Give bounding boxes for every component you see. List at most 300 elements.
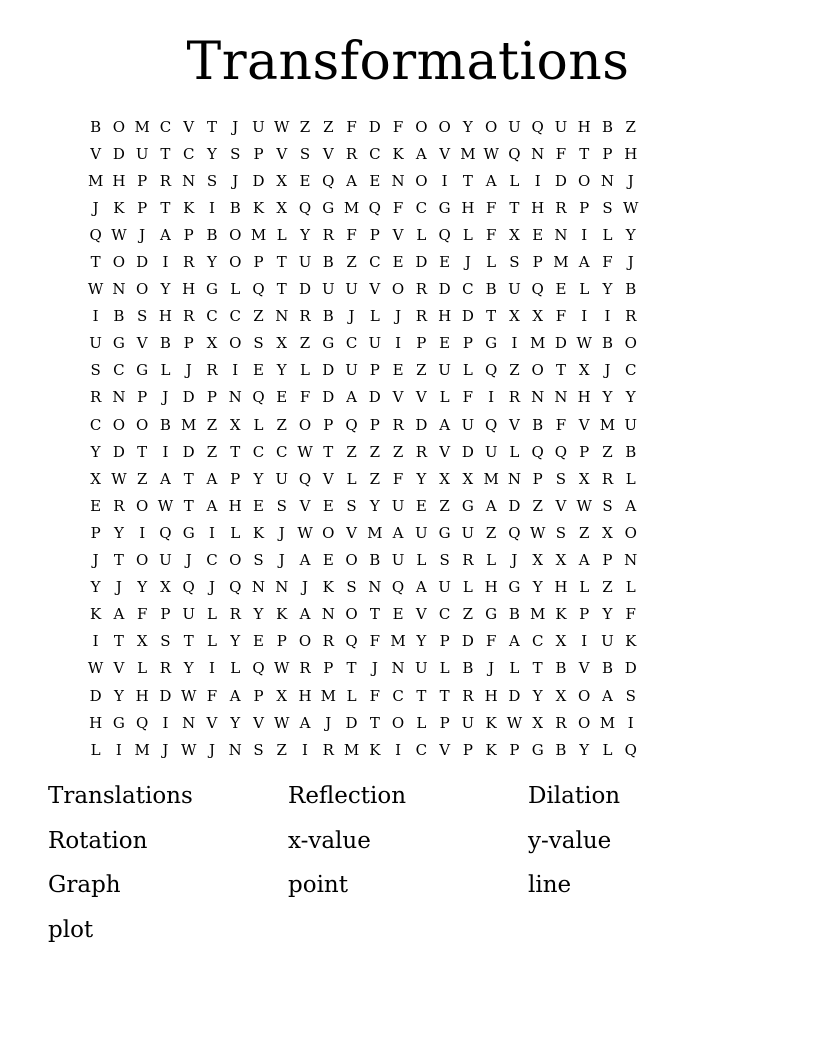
grid-letter: R	[206, 361, 218, 380]
grid-letter: F	[369, 686, 381, 705]
grid-row	[84, 601, 736, 628]
grid-letter: R	[183, 307, 195, 326]
grid-letter: Q	[368, 198, 381, 217]
grid-letter: M	[134, 740, 150, 759]
grid-letter: Y	[369, 496, 380, 515]
grid-letter: T	[160, 198, 171, 217]
grid-row	[84, 357, 736, 384]
grid-letter: U	[461, 415, 475, 434]
grid-letter: E	[299, 171, 311, 190]
grid-letter: P	[160, 605, 171, 624]
grid-letter: Y	[300, 225, 310, 244]
grid-letter: V	[392, 388, 404, 407]
grid-letter: C	[392, 686, 404, 705]
grid-letter: X	[160, 578, 171, 597]
grid-letter: Z	[578, 523, 590, 542]
grid-letter: O	[298, 415, 312, 434]
grid-letter: N	[182, 171, 196, 190]
grid-letter: A	[392, 523, 404, 542]
grid-letter: I	[208, 659, 215, 678]
grid-letter: R	[322, 225, 334, 244]
grid-letter: D	[461, 307, 474, 326]
grid-letter: O	[112, 415, 126, 434]
grid-letter: L	[346, 469, 357, 488]
grid-letter: P	[579, 442, 590, 461]
grid-letter: R	[299, 307, 311, 326]
grid-letter: U	[182, 605, 196, 624]
grid-letter: S	[90, 361, 101, 380]
grid-letter: O	[345, 551, 358, 570]
grid-letter: Q	[89, 225, 102, 244]
grid-letter: S	[253, 551, 264, 570]
grid-letter: H	[461, 198, 475, 217]
grid-letter: U	[438, 361, 451, 380]
grid-letter: L	[90, 740, 101, 759]
grid-letter: V	[183, 117, 195, 136]
grid-letter: T	[486, 307, 497, 326]
grid-letter: X	[136, 632, 148, 651]
grid-letter: P	[369, 415, 380, 434]
grid-letter: F	[555, 307, 567, 326]
grid-letter: P	[253, 253, 264, 272]
grid-letter: Y	[113, 523, 124, 542]
grid-letter: S	[346, 578, 357, 597]
grid-letter: N	[321, 605, 335, 624]
grid-letter: G	[485, 334, 498, 353]
grid-letter: Z	[276, 740, 287, 759]
grid-letter: J	[185, 551, 192, 570]
grid-letter: M	[483, 469, 499, 488]
grid-letter: Z	[509, 361, 520, 380]
grid-letter: F	[346, 225, 357, 244]
grid-letter: U	[321, 280, 335, 299]
grid-letter: O	[391, 713, 405, 732]
grid-letter: V	[322, 144, 334, 163]
grid-letter: S	[230, 144, 241, 163]
grid-letter: J	[162, 388, 169, 407]
grid-letter: V	[322, 469, 334, 488]
grid-row	[84, 384, 736, 411]
grid-letter: J	[395, 307, 402, 326]
grid-letter: O	[229, 253, 242, 272]
grid-letter: A	[346, 388, 357, 407]
grid-letter: T	[323, 442, 334, 461]
grid-letter: P	[532, 253, 543, 272]
grid-letter: H	[554, 578, 568, 597]
grid-row	[84, 248, 736, 275]
grid-letter: O	[391, 280, 405, 299]
grid-letter: D	[112, 144, 125, 163]
grid-letter: A	[415, 578, 427, 597]
grid-letter: H	[531, 198, 545, 217]
grid-letter: U	[368, 334, 382, 353]
grid-letter: N	[368, 578, 382, 597]
grid-letter: D	[415, 415, 428, 434]
grid-letter: J	[92, 198, 99, 217]
grid-letter: Q	[531, 117, 544, 136]
grid-letter: H	[135, 686, 149, 705]
grid-letter: T	[579, 144, 590, 163]
grid-letter: R	[462, 551, 474, 570]
grid-letter: I	[395, 334, 402, 353]
grid-letter: C	[206, 307, 218, 326]
grid-letter: Q	[182, 578, 195, 597]
grid-letter: P	[579, 198, 590, 217]
grid-letter: H	[484, 578, 498, 597]
grid-letter: W	[576, 496, 592, 515]
grid-letter: N	[228, 388, 242, 407]
grid-letter: P	[462, 740, 473, 759]
grid-letter: R	[555, 713, 567, 732]
grid-letter: V	[276, 144, 288, 163]
grid-letter: R	[299, 659, 311, 678]
grid-letter: X	[532, 307, 544, 326]
grid-letter: I	[162, 253, 169, 272]
grid-letter: J	[627, 253, 634, 272]
grid-letter: B	[90, 117, 102, 136]
grid-letter: Q	[391, 578, 405, 597]
grid-letter: D	[182, 388, 195, 407]
grid-letter: M	[250, 225, 267, 244]
grid-letter: O	[415, 117, 428, 136]
grid-letter: B	[229, 198, 241, 217]
grid-letter: R	[322, 632, 334, 651]
grid-letter: X	[532, 551, 544, 570]
grid-letter: U	[345, 280, 358, 299]
grid-letter: J	[185, 361, 192, 380]
grid-letter: B	[369, 551, 381, 570]
grid-letter: K	[113, 198, 125, 217]
grid-letter: J	[464, 253, 471, 272]
grid-letter: X	[578, 469, 590, 488]
grid-letter: G	[182, 523, 195, 542]
grid-letter: J	[371, 659, 378, 678]
grid-letter: P	[509, 740, 520, 759]
grid-letter: Z	[346, 442, 357, 461]
grid-letter: T	[416, 686, 427, 705]
grid-letter: J	[162, 740, 169, 759]
grid-letter: T	[509, 198, 520, 217]
grid-letter: T	[160, 144, 171, 163]
grid-letter: U	[601, 632, 614, 651]
grid-letter: Y	[532, 578, 543, 597]
grid-letter: U	[508, 280, 521, 299]
grid-letter: Z	[276, 415, 287, 434]
grid-letter: W	[576, 334, 592, 353]
grid-letter: G	[322, 334, 335, 353]
grid-letter: J	[115, 578, 122, 597]
grid-letter: K	[392, 144, 404, 163]
grid-letter: E	[392, 361, 404, 380]
grid-letter: R	[322, 740, 334, 759]
grid-letter: O	[112, 117, 126, 136]
grid-letter: C	[415, 740, 428, 759]
grid-letter: I	[208, 523, 215, 542]
grid-letter: Q	[229, 578, 242, 597]
grid-letter: L	[160, 361, 171, 380]
grid-letter: B	[601, 334, 613, 353]
grid-letter: Y	[462, 117, 473, 136]
grid-letter: C	[113, 361, 125, 380]
grid-letter: J	[232, 171, 239, 190]
grid-letter: J	[208, 740, 215, 759]
grid-row	[84, 547, 736, 574]
grid-letter: G	[205, 280, 218, 299]
grid-letter: Y	[579, 740, 590, 759]
grid-letter: Y	[90, 442, 101, 461]
grid-letter: P	[253, 144, 264, 163]
grid-letter: U	[461, 713, 475, 732]
grid-letter: A	[439, 415, 451, 434]
grid-letter: W	[297, 523, 313, 542]
grid-letter: L	[230, 523, 241, 542]
grid-letter: G	[461, 496, 474, 515]
grid-letter: F	[392, 469, 404, 488]
grid-letter: D	[252, 171, 265, 190]
grid-letter: I	[441, 171, 448, 190]
grid-letter: P	[439, 713, 450, 732]
grid-row	[84, 709, 736, 736]
grid-letter: R	[555, 198, 567, 217]
grid-letter: D	[508, 496, 521, 515]
grid-letter: T	[206, 117, 217, 136]
grid-letter: S	[602, 198, 613, 217]
grid-letter: F	[485, 198, 497, 217]
grid-letter: B	[322, 307, 334, 326]
grid-letter: D	[508, 686, 521, 705]
grid-letter: I	[581, 632, 588, 651]
grid-letter: N	[531, 388, 545, 407]
grid-letter: L	[602, 225, 613, 244]
grid-letter: G	[112, 713, 125, 732]
grid-letter: W	[111, 225, 127, 244]
grid-letter: X	[555, 551, 567, 570]
grid-letter: M	[530, 334, 546, 353]
grid-letter: G	[322, 198, 335, 217]
grid-letter: S	[137, 307, 148, 326]
grid-letter: L	[439, 388, 450, 407]
grid-letter: T	[462, 171, 473, 190]
grid-letter: J	[302, 578, 309, 597]
grid-letter: U	[391, 551, 405, 570]
grid-letter: X	[276, 334, 288, 353]
grid-letter: T	[346, 659, 357, 678]
grid-letter: F	[392, 198, 404, 217]
grid-letter: S	[346, 496, 357, 515]
grid-letter: B	[532, 415, 544, 434]
grid-letter: V	[578, 415, 590, 434]
grid-letter: O	[578, 686, 591, 705]
grid-letter: T	[90, 253, 101, 272]
grid-letter: W	[274, 659, 290, 678]
grid-letter: I	[115, 740, 122, 759]
grid-letter: T	[276, 253, 287, 272]
grid-letter: G	[438, 198, 451, 217]
grid-letter: S	[160, 632, 171, 651]
grid-letter: Y	[207, 253, 217, 272]
grid-letter: I	[92, 632, 99, 651]
grid-letter: Y	[183, 659, 194, 678]
grid-letter: K	[252, 198, 265, 217]
grid-letter: Q	[298, 469, 312, 488]
grid-letter: X	[229, 415, 241, 434]
grid-letter: L	[346, 686, 357, 705]
grid-letter: I	[395, 740, 402, 759]
grid-letter: G	[438, 523, 451, 542]
grid-letter: P	[323, 415, 334, 434]
grid-letter: X	[555, 632, 567, 651]
grid-letter: M	[599, 713, 616, 732]
grid-letter: L	[276, 225, 287, 244]
grid-letter: J	[208, 578, 215, 597]
grid-letter: A	[508, 632, 520, 651]
grid-letter: U	[298, 253, 312, 272]
grid-letter: Z	[299, 117, 311, 136]
grid-letter: A	[346, 171, 357, 190]
grid-letter: D	[322, 361, 335, 380]
grid-letter: B	[322, 253, 334, 272]
grid-letter: I	[162, 442, 169, 461]
grid-letter: H	[577, 117, 591, 136]
grid-letter: O	[298, 632, 312, 651]
grid-letter: N	[228, 740, 242, 759]
grid-letter: A	[160, 469, 171, 488]
grid-letter: D	[461, 632, 474, 651]
grid-letter: V	[90, 144, 102, 163]
grid-letter: H	[298, 686, 312, 705]
grid-letter: G	[112, 334, 125, 353]
grid-letter: K	[90, 605, 102, 624]
grid-letter: X	[532, 713, 544, 732]
grid-letter: M	[181, 415, 197, 434]
grid-letter: N	[507, 469, 521, 488]
grid-letter: L	[486, 551, 497, 570]
grid-letter: I	[302, 740, 308, 759]
grid-letter: O	[322, 523, 335, 542]
grid-letter: D	[415, 253, 428, 272]
grid-row	[84, 411, 736, 438]
grid-letter: Y	[253, 605, 264, 624]
grid-letter: O	[345, 605, 358, 624]
grid-letter: C	[369, 253, 381, 272]
grid-letter: B	[555, 740, 567, 759]
grid-letter: V	[113, 659, 125, 678]
grid-letter: F	[602, 253, 613, 272]
grid-letter: Q	[531, 442, 544, 461]
grid-letter: W	[157, 496, 174, 515]
grid-letter: Z	[136, 469, 148, 488]
grid-letter: P	[183, 334, 194, 353]
grid-row	[84, 438, 736, 465]
grid-letter: P	[90, 523, 101, 542]
word-list-item: plot	[48, 916, 94, 943]
grid-letter: P	[602, 551, 613, 570]
grid-letter: L	[462, 361, 473, 380]
grid-letter: N	[600, 171, 615, 190]
grid-letter: O	[438, 117, 451, 136]
grid-letter: R	[462, 686, 474, 705]
grid-letter: I	[534, 171, 541, 190]
grid-letter: P	[369, 361, 380, 380]
grid-letter: L	[416, 225, 427, 244]
grid-letter: W	[111, 469, 127, 488]
grid-letter: Z	[602, 578, 613, 597]
grid-letter: K	[485, 740, 497, 759]
grid-letter: X	[555, 686, 567, 705]
grid-letter: T	[439, 686, 450, 705]
grid-letter: L	[137, 659, 148, 678]
grid-letter: L	[206, 605, 217, 624]
grid-letter: W	[297, 442, 313, 461]
grid-letter: A	[578, 551, 590, 570]
grid-letter: I	[511, 334, 518, 353]
grid-letter: L	[625, 469, 636, 488]
grid-letter: E	[555, 280, 567, 299]
grid-letter: S	[253, 334, 264, 353]
grid-letter: U	[624, 415, 638, 434]
grid-letter: Y	[602, 280, 613, 299]
grid-letter: O	[624, 334, 637, 353]
grid-letter: I	[208, 198, 215, 217]
grid-letter: O	[229, 225, 242, 244]
grid-letter: P	[276, 632, 287, 651]
grid-letter: I	[488, 388, 495, 407]
grid-letter: M	[599, 415, 616, 434]
grid-letter: C	[206, 551, 218, 570]
word-list	[48, 776, 768, 954]
grid-letter: H	[182, 280, 196, 299]
grid-letter: V	[369, 280, 381, 299]
grid-letter: P	[602, 144, 613, 163]
grid-letter: Q	[624, 740, 637, 759]
grid-letter: D	[89, 686, 102, 705]
grid-letter: U	[415, 659, 428, 678]
grid-letter: O	[136, 551, 149, 570]
grid-letter: O	[136, 496, 149, 515]
grid-letter: Y	[416, 632, 427, 651]
grid-letter: L	[625, 578, 636, 597]
grid-letter: Q	[484, 415, 498, 434]
grid-letter: P	[532, 469, 543, 488]
grid-letter: Q	[252, 280, 265, 299]
grid-letter: U	[89, 334, 102, 353]
grid-letter: O	[112, 253, 126, 272]
grid-letter: E	[276, 388, 288, 407]
grid-letter: R	[159, 171, 172, 190]
grid-letter: J	[511, 551, 518, 570]
grid-letter: P	[439, 632, 450, 651]
grid-letter: M	[134, 117, 150, 136]
grid-letter: W	[623, 198, 639, 217]
grid-letter: X	[509, 225, 520, 244]
grid-letter: A	[299, 713, 311, 732]
grid-letter: M	[343, 740, 360, 759]
grid-letter: M	[320, 686, 336, 705]
grid-letter: L	[579, 578, 590, 597]
grid-letter: U	[135, 144, 149, 163]
grid-letter: X	[276, 171, 288, 190]
grid-letter: C	[345, 334, 358, 353]
grid-letter: W	[180, 686, 197, 705]
letter-grid	[84, 113, 736, 763]
grid-letter: V	[206, 713, 218, 732]
grid-letter: P	[137, 388, 148, 407]
grid-letter: L	[439, 659, 450, 678]
grid-letter: E	[439, 253, 451, 272]
grid-letter: F	[485, 225, 497, 244]
grid-letter: D	[159, 686, 172, 705]
word-list-item: Dilation	[528, 783, 621, 809]
